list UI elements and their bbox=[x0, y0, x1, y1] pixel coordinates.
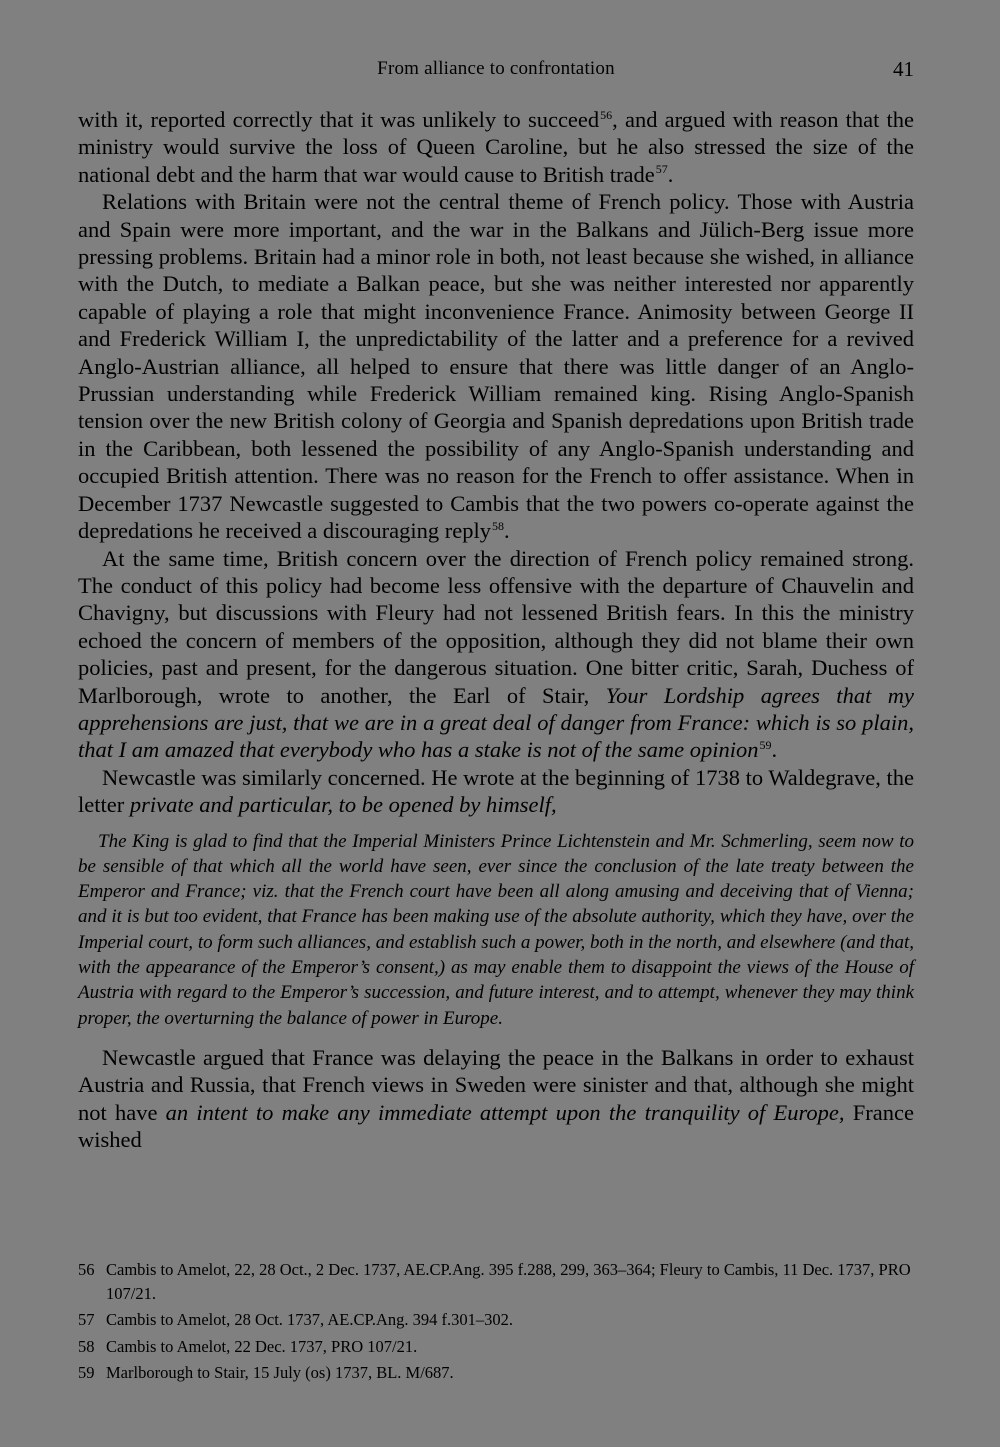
footnote-number: 56 bbox=[78, 1260, 95, 1279]
footnote-59 bbox=[78, 1361, 914, 1385]
footnote-text: Cambis to Amelot, 22, 28 Oct., 2 Dec. 1737, AE.CP.Ang. 395 f.288, 299, 363–364; Fleury to Cambis, 11 Dec. 1737, PRO 107/21. bbox=[106, 1260, 911, 1303]
text-run: . bbox=[503, 518, 510, 544]
block-quote: The King is glad to find that the Imperial Ministers Prince Lichtenstein and Mr. Schmerling, seem now to be sensible of that which all the world have seen, ever since the conclusion of the late treaty between the Emperor and France; viz. that the French court have been all along amusing and deceiving that of Vienna; and it is but too evident, that France has been making use of the absolute authority, which they have, over the Imperial court, to form such alliances, and establish such a power, both in the north, and elsewhere (and that, with the appearance of the Emperor’s consent,) as may enable them to disappoint the views of the House of Austria with regard to the Emperor’s succession, and future interest, and to attempt, whenever they may think proper, the overturning the balance of power in Europe. bbox=[78, 830, 914, 1029]
footnote-number: 59 bbox=[78, 1363, 95, 1382]
text-run: France wished bbox=[78, 1099, 914, 1153]
text-run: with it, reported correctly that it was unlikely to succeed bbox=[78, 107, 600, 132]
page-header bbox=[78, 56, 914, 86]
footnote-text: Cambis to Amelot, 22 Dec. 1737, PRO 107/21. bbox=[106, 1336, 418, 1356]
paragraph-3 bbox=[78, 545, 914, 764]
quoted-italic: an intent to make any immediate attempt upon the tranquility of Europe, bbox=[165, 1099, 845, 1125]
footnotes bbox=[78, 1258, 914, 1388]
footnote-ref-59: 59 bbox=[759, 737, 772, 752]
page-number: 41 bbox=[893, 57, 914, 81]
text-run: . bbox=[667, 161, 674, 187]
footnote-57 bbox=[78, 1308, 914, 1332]
text-run: Relations with Britain were not the central theme of French policy. Those with Austria and Spain were more important, and the war in the Balkans and Jülich-Berg issue more pressing problems. Britain had a minor role in both, not least because she wished, in alliance with the Dutch, to mediate a Balkan peace, but she was neither interested nor apparently capable of playing a role that might inconvenience France. Animosity between George II and Frederick William I, the unpredictability of the latter and a preference for a revived Anglo-Austrian alliance, all helped to ensure that there was little danger of an Anglo-Prussian understanding while Frederick William remained king. Rising Anglo-Spanish tension over the new British colony of Georgia and Spanish depredations upon British trade in the Caribbean, both lessened the possibility of any Anglo-Spanish understanding and occupied British attention. There was no reason for the French to offer assistance. When in December 1737 Newcastle suggested to Cambis that the two powers co-operate against the depredations he received a discouraging reply bbox=[78, 189, 914, 544]
footnote-number: 58 bbox=[78, 1336, 95, 1356]
paragraph-5 bbox=[78, 1044, 914, 1154]
footnote-58 bbox=[78, 1335, 914, 1359]
quoted-italic: private and particular, to be opened by himself, bbox=[129, 792, 557, 818]
paragraph-4 bbox=[78, 764, 914, 819]
footnote-text: Cambis to Amelot, 28 Oct. 1737, AE.CP.Ang. 394 f.301–302. bbox=[106, 1310, 514, 1329]
paragraph-1 bbox=[78, 106, 914, 188]
footnote-ref-57: 57 bbox=[655, 162, 668, 177]
text-run: , and argued with reason that the ministry would survive the loss of Queen Caroline, but he also stressed the size of the national debt and the harm that war would cause to British trade bbox=[78, 107, 915, 187]
quoted-italic: Your Lordship agrees that my apprehensions are just, that we are in a great deal of danger from France: which is so plain, that I am amazed that everybody who has a stake is not of the same opinion bbox=[78, 682, 914, 763]
running-head: From alliance to confrontation bbox=[377, 58, 615, 79]
footnote-ref-56: 56 bbox=[600, 107, 613, 122]
text-run: Newcastle argued that France was delaying the peace in the Balkans in order to exhaust Austria and Russia, that French views in Sweden were sinister and that, although she might not have bbox=[78, 1044, 914, 1125]
footnote-56 bbox=[78, 1258, 914, 1305]
text-run: At the same time, British concern over the direction of French policy remained strong. The conduct of this policy had become less offensive with the departure of Chauvelin and Chavigny, but discussions with Fleury had not lessened British fears. In this the ministry echoed the concern of members of the opposition, although they did not blame their own policies, past and present, for the dangerous situation. One bitter critic, Sarah, Duchess of Marlborough, wrote to another, the Earl of Stair, bbox=[78, 545, 914, 708]
footnote-number: 57 bbox=[78, 1310, 95, 1329]
body-text bbox=[78, 106, 914, 1154]
footnote-text: Marlborough to Stair, 15 July (os) 1737, BL. M/687. bbox=[106, 1363, 454, 1382]
paragraph-2 bbox=[78, 188, 914, 544]
text-run: Newcastle was similarly concerned. He wrote at the beginning of 1738 to Waldegrave, the letter bbox=[78, 764, 914, 818]
text-run: . bbox=[771, 737, 778, 763]
footnote-ref-58: 58 bbox=[491, 518, 504, 533]
